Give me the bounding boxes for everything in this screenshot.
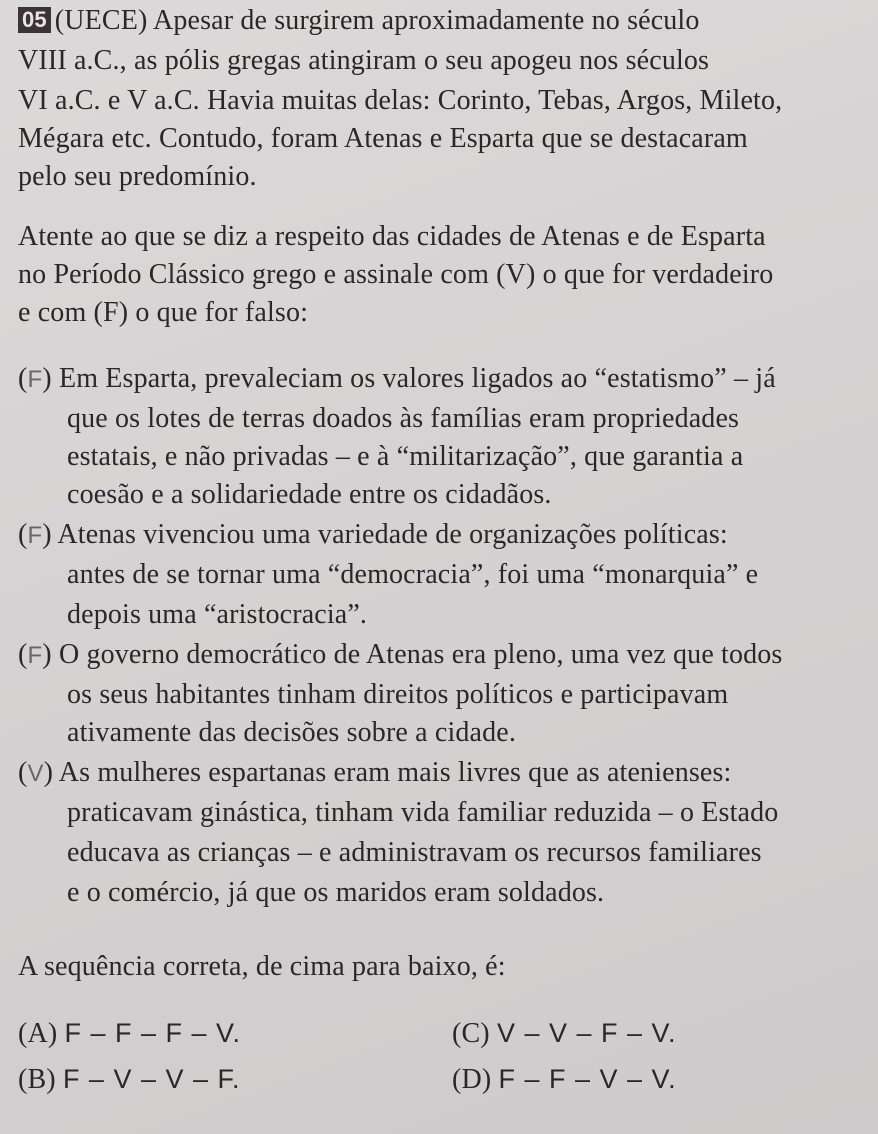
option-b-letter: (B) — [18, 1064, 56, 1095]
intro-line-1-text: (UECE) Apesar de surgirem aproximadamente no século — [54, 5, 700, 36]
statement-1-checkbox[interactable]: (F) — [18, 363, 52, 394]
statement-2-mark: F — [27, 522, 43, 549]
statement-1-line-3: estatais, e não privadas – e à “militarização”, que garantia a — [67, 441, 744, 472]
option-a-letter: (A) — [18, 1018, 58, 1049]
option-b[interactable] — [18, 1062, 241, 1097]
option-b-text: F – V – V – F. — [62, 1064, 241, 1094]
statement-1-mark: F — [27, 366, 43, 393]
statement-3-line-2: os seus habitantes tinham direitos políticos e participavam — [67, 679, 729, 710]
option-d-text: F – F – V – V. — [498, 1064, 677, 1094]
intro-line-2: VIII a.C., as pólis gregas atingiram o seu apogeu nos séculos — [18, 45, 710, 76]
statement-3-text-1: O governo democrático de Atenas era pleno, uma vez que todos — [58, 639, 783, 670]
statement-1-line-1 — [18, 362, 776, 397]
option-c[interactable] — [452, 1016, 677, 1051]
statement-2-line-1 — [18, 518, 728, 553]
statement-3-line-3: ativamente das decisões sobre a cidade. — [67, 717, 516, 748]
instruction-line-1: Atente ao que se diz a respeito das cidades de Atenas e de Esparta — [18, 221, 766, 252]
statement-3-line-1 — [18, 638, 782, 673]
statement-2-text-1: Atenas vivenciou uma variedade de organizações políticas: — [57, 519, 728, 550]
intro-line-3: VI a.C. e V a.C. Havia muitas delas: Corinto, Tebas, Argos, Mileto, — [18, 85, 783, 116]
statement-4-line-3: educava as crianças – e administravam os recursos familiares — [67, 837, 762, 868]
statement-2-line-2: antes de se tornar uma “democracia”, foi uma “monarquia” e — [67, 559, 759, 590]
statement-2-checkbox[interactable]: (F) — [18, 519, 52, 550]
statement-4-checkbox[interactable]: (V) — [18, 757, 54, 788]
option-c-text: V – V – F – V. — [496, 1018, 677, 1048]
statement-4-line-2: praticavam ginástica, tinham vida familiar reduzida – o Estado — [67, 797, 779, 828]
instruction-line-2: no Período Clássico grego e assinale com (V) o que for verdadeiro — [18, 259, 774, 290]
statement-1-line-2: que os lotes de terras doados às famílias eram propriedades — [67, 403, 740, 434]
intro-line-1 — [18, 4, 700, 38]
intro-line-5: pelo seu predomínio. — [18, 161, 257, 192]
instruction-line-3: e com (F) o que for falso: — [18, 297, 309, 328]
option-a[interactable] — [18, 1016, 241, 1051]
option-d[interactable] — [452, 1062, 677, 1097]
option-c-letter: (C) — [452, 1018, 490, 1049]
statement-4-line-4: e o comércio, já que os maridos eram soldados. — [67, 877, 605, 908]
option-a-text: F – F – F – V. — [64, 1018, 242, 1048]
statement-3-checkbox[interactable]: (F) — [18, 639, 52, 670]
statement-3-mark: F — [27, 642, 43, 669]
statement-1-line-4: coesão e a solidariedade entre os cidadãos. — [67, 479, 552, 510]
sequence-prompt: A sequência correta, de cima para baixo, é: — [18, 951, 506, 982]
option-d-letter: (D) — [452, 1064, 492, 1095]
statement-4-mark: V — [27, 760, 44, 787]
question-number: 05 — [18, 7, 51, 33]
statement-1-text-1: Em Esparta, prevaleciam os valores ligados ao “estatismo” – já — [58, 363, 776, 394]
statement-2-line-3: depois uma “aristocracia”. — [67, 599, 368, 630]
statement-4-line-1 — [18, 756, 731, 791]
statement-4-text-1: As mulheres espartanas eram mais livres que as atenienses: — [58, 757, 732, 788]
intro-line-4: Mégara etc. Contudo, foram Atenas e Esparta que se destacaram — [18, 123, 748, 154]
